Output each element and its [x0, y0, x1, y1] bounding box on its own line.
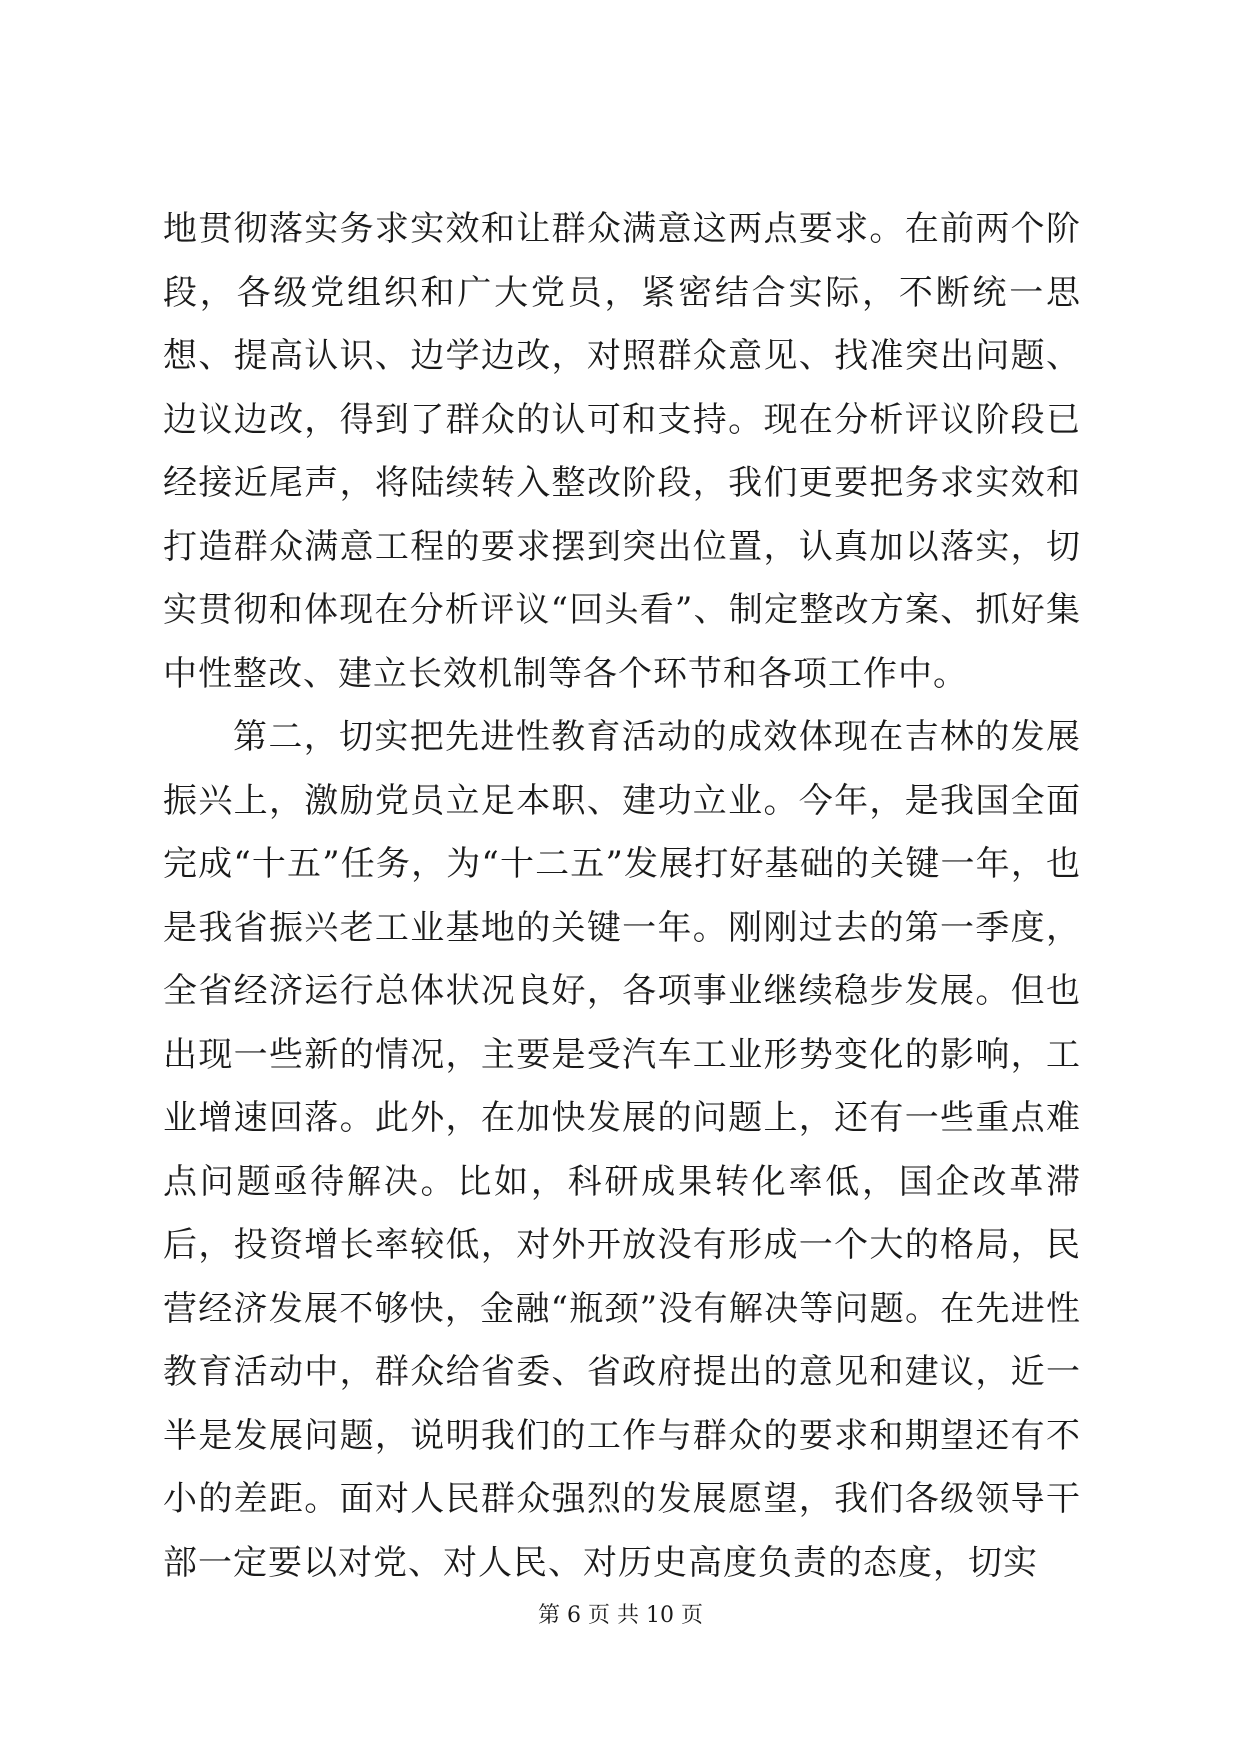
paragraph-2: 第二，切实把先进性教育活动的成效体现在吉林的发展振兴上，激励党员立足本职、建功立业。今年，是我国全面完成“十五”任务，为“十二五”发展打好基础的关键一年，也是我省振兴老工业基地的关键一年。刚刚过去的第一季度，全省经济运行总体状况良好，各项事业继续稳步发展。但也出现一些新的情况，主要是受汽车工业形势变化的影响，工业增速回落。此外，在加快发展的问题上，还有一些重点难点问题亟待解决。比如，科研成果转化率低，国企改革滞后，投资增长率较低，对外开放没有形成一个大的格局，民营经济发展不够快，金融“瓶颈”没有解决等问题。在先进性教育活动中，群众给省委、省政府提出的意见和建议，近一半是发展问题，说明我们的工作与群众的要求和期望还有不小的差距。面对人民群众强烈的发展愿望，我们各级领导干部一定要以对党、对人民、对历史高度负责的态度，切实 [163, 717, 1081, 1583]
body-text [163, 198, 1081, 1595]
paragraph-1: 地贯彻落实务求实效和让群众满意这两点要求。在前两个阶段，各级党组织和广大党员，紧密结合实际，不断统一思想、提高认识、边学边改，对照群众意见、找准突出问题、边议边改，得到了群众的认可和支持。现在分析评议阶段已经接近尾声，将陆续转入整改阶段，我们更要把务求实效和打造群众满意工程的要求摆到突出位置，认真加以落实，切实贯彻和体现在分析评议“回头看”、制定整改方案、抓好集中性整改、建立长效机制等各个环节和各项工作中。 [163, 209, 1081, 694]
page-number-footer: 第 6 页 共 10 页 [538, 1603, 703, 1628]
